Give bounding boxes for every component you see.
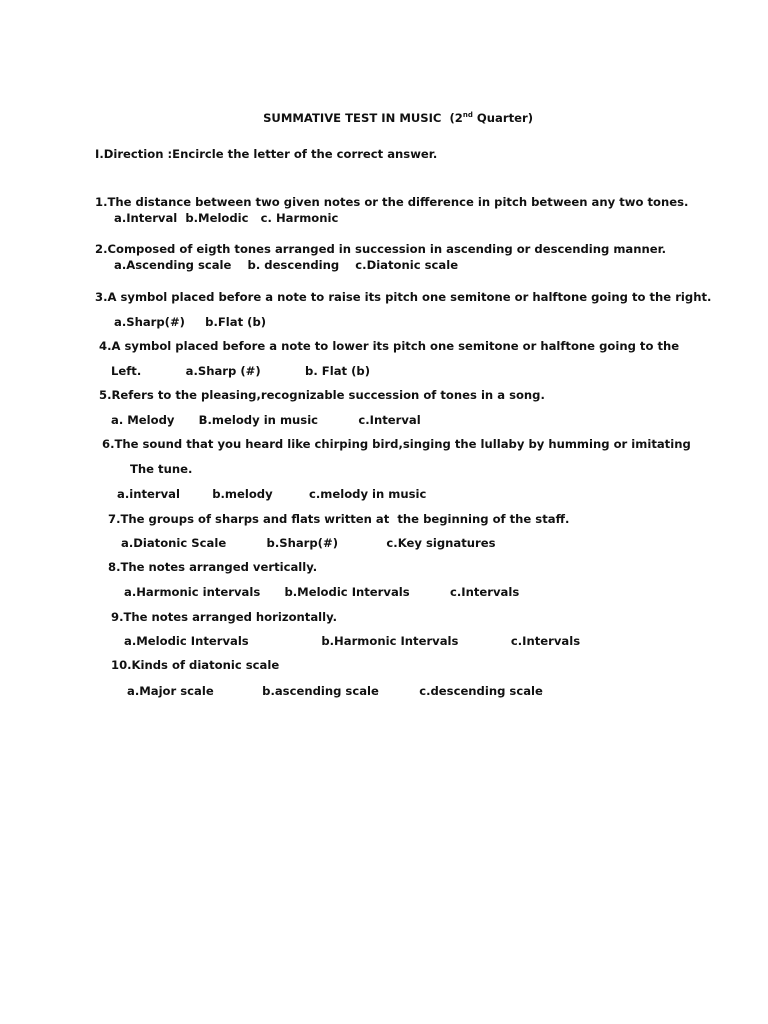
choices-5: a. Melody B.melody in music c.Interval bbox=[111, 413, 421, 427]
choices-1: a.Interval b.Melodic c. Harmonic bbox=[114, 211, 339, 225]
question-2: 2.Composed of eigth tones arranged in succession in ascending or descending manner. bbox=[95, 242, 667, 256]
title-superscript: nd bbox=[462, 111, 473, 119]
choices-9: a.Melodic Intervals b.Harmonic Intervals c.Intervals bbox=[124, 634, 581, 648]
question-5: 5.Refers to the pleasing,recognizable succession of tones in a song. bbox=[99, 388, 545, 402]
choices-6: a.interval b.melody c.melody in music bbox=[117, 487, 427, 501]
question-9: 9.The notes arranged horizontally. bbox=[111, 610, 338, 624]
question-1: 1.The distance between two given notes or the difference in pitch between any two tones. bbox=[95, 195, 689, 209]
question-7: 7.The groups of sharps and flats written at the beginning of the staff. bbox=[108, 512, 570, 526]
question-8: 8.The notes arranged vertically. bbox=[108, 560, 318, 574]
choices-8: a.Harmonic intervals b.Melodic Intervals c.Intervals bbox=[124, 585, 520, 599]
choices-2: a.Ascending scale b. descending c.Diatonic scale bbox=[114, 258, 459, 272]
question-6-continued: The tune. bbox=[130, 462, 193, 476]
question-10: 10.Kinds of diatonic scale bbox=[111, 658, 280, 672]
choices-3: a.Sharp(#) b.Flat (b) bbox=[114, 315, 267, 329]
page-title bbox=[255, 97, 533, 125]
title-end: Quarter) bbox=[472, 111, 533, 125]
direction-text: I.Direction :Encircle the letter of the correct answer. bbox=[95, 147, 438, 161]
question-3: 3.A symbol placed before a note to raise its pitch one semitone or halftone going to the right. bbox=[95, 290, 712, 304]
question-6: 6.The sound that you heard like chirping bird,singing the lullaby by humming or imitating bbox=[102, 437, 691, 451]
title-main: SUMMATIVE TEST IN MUSIC (2 bbox=[263, 111, 463, 125]
question-4: 4.A symbol placed before a note to lower its pitch one semitone or halftone going to the bbox=[99, 339, 680, 353]
choices-7: a.Diatonic Scale b.Sharp(#) c.Key signatures bbox=[121, 536, 496, 550]
choices-4: Left. a.Sharp (#) b. Flat (b) bbox=[111, 364, 370, 378]
choices-10: a.Major scale b.ascending scale c.descending scale bbox=[127, 684, 543, 698]
